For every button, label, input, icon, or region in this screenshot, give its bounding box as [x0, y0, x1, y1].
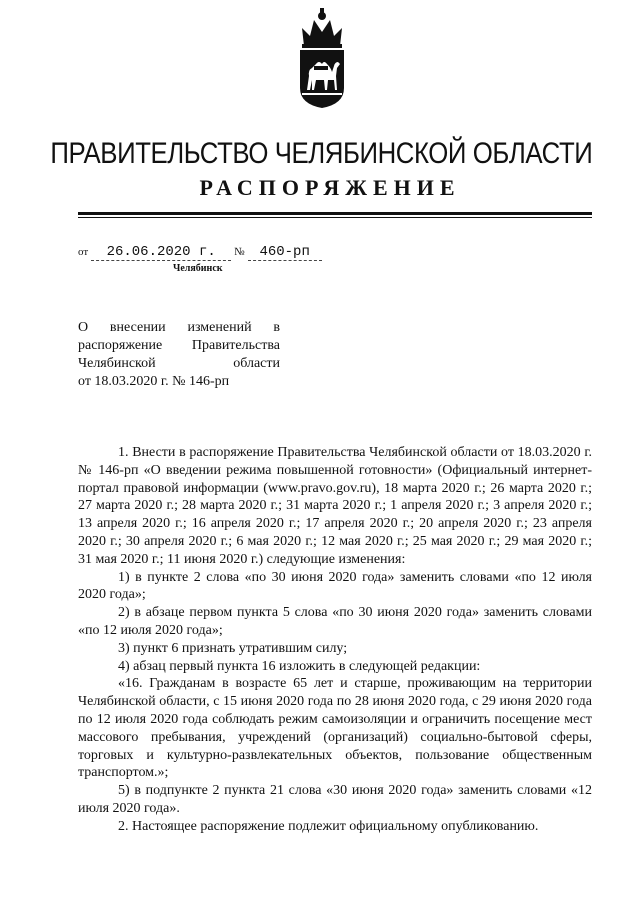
- document-body: [78, 444, 592, 836]
- document-number: 460-рп: [248, 244, 322, 261]
- body-paragraph: 2. Настоящее распоряжение подлежит официальному опубликованию.: [118, 818, 539, 834]
- chelyabinsk-coat-of-arms-emblem: [294, 6, 350, 110]
- body-paragraph: 1. Внести в распоряжение Правительства Челябинской области от 18.03.2020 г. № 146-рп «О введении режима повышенной готовности» (Официальный интернет-портал правовой информации (www.pravo.gov.ru), 18 марта 2020 г.; 26 марта 2020 г.; 27 марта 2020 г.; 28 марта 2020 г.; 31 марта 2020 г.; 1 апреля 2020 г.; 3 апреля 2020 г.; 13 апреля 2020 г.; 16 апреля 2020 г.; 17 апреля 2020 г.; 20 апреля 2020 г.; 23 апреля 2020 г.; 30 апреля 2020 г.; 6 мая 2020 г.; 12 мая 2020 г.; 25 мая 2020 г.; 29 мая 2020 г.; 31 мая 2020 г.; 11 июня 2020 г.) следующие изменения:: [78, 445, 592, 567]
- body-paragraph: «16. Гражданам в возрасте 65 лет и старше, проживающим на территории Челябинской области, с 15 июня 2020 года по 28 июня 2020 года, с 29 июня 2020 года по 12 июля 2020 года соблюдать режим самоизоляции и ограничить посещение мест массового пребывания, учреждений (организаций) социально-бытовой сферы, торговых и культурно-развлекательных объектов, пользование общественным транспортом.»;: [78, 676, 592, 781]
- body-paragraph: 5) в подпункте 2 пункта 21 слова «30 июня 2020 года» заменить словами «12 июля 2020 года».: [78, 783, 592, 816]
- header-divider-thin: [78, 217, 592, 218]
- date-number-line: [78, 244, 322, 261]
- body-paragraph: 4) абзац первый пункта 16 изложить в следующей редакции:: [118, 658, 481, 674]
- document-type: РАСПОРЯЖЕНИЕ: [199, 175, 461, 200]
- organization-title: ПРАВИТЕЛЬСТВО ЧЕЛЯБИНСКОЙ ОБЛАСТИ: [50, 137, 593, 170]
- date-prefix: от: [78, 246, 89, 258]
- header-divider-thick: [78, 212, 592, 215]
- subject-line: от 18.03.2020 г. № 146-рп: [78, 374, 230, 389]
- issue-place: Челябинск: [173, 263, 223, 274]
- body-paragraph: 3) пункт 6 признать утратившим силу;: [118, 640, 348, 656]
- document-subject: [78, 319, 280, 391]
- number-prefix: №: [234, 246, 245, 258]
- subject-line: распоряжение Правительства: [78, 338, 280, 353]
- document-date: 26.06.2020 г.: [91, 244, 231, 261]
- subject-line: О внесении изменений в: [78, 320, 280, 335]
- body-paragraph: 2) в абзаце первом пункта 5 слова «по 30 июня 2020 года» заменить словами «по 12 июля 2020 года»;: [78, 605, 592, 638]
- subject-line: Челябинской области: [78, 356, 280, 371]
- body-paragraph: 1) в пункте 2 слова «по 30 июня 2020 года» заменить словами «по 12 июля 2020 года»;: [78, 569, 592, 603]
